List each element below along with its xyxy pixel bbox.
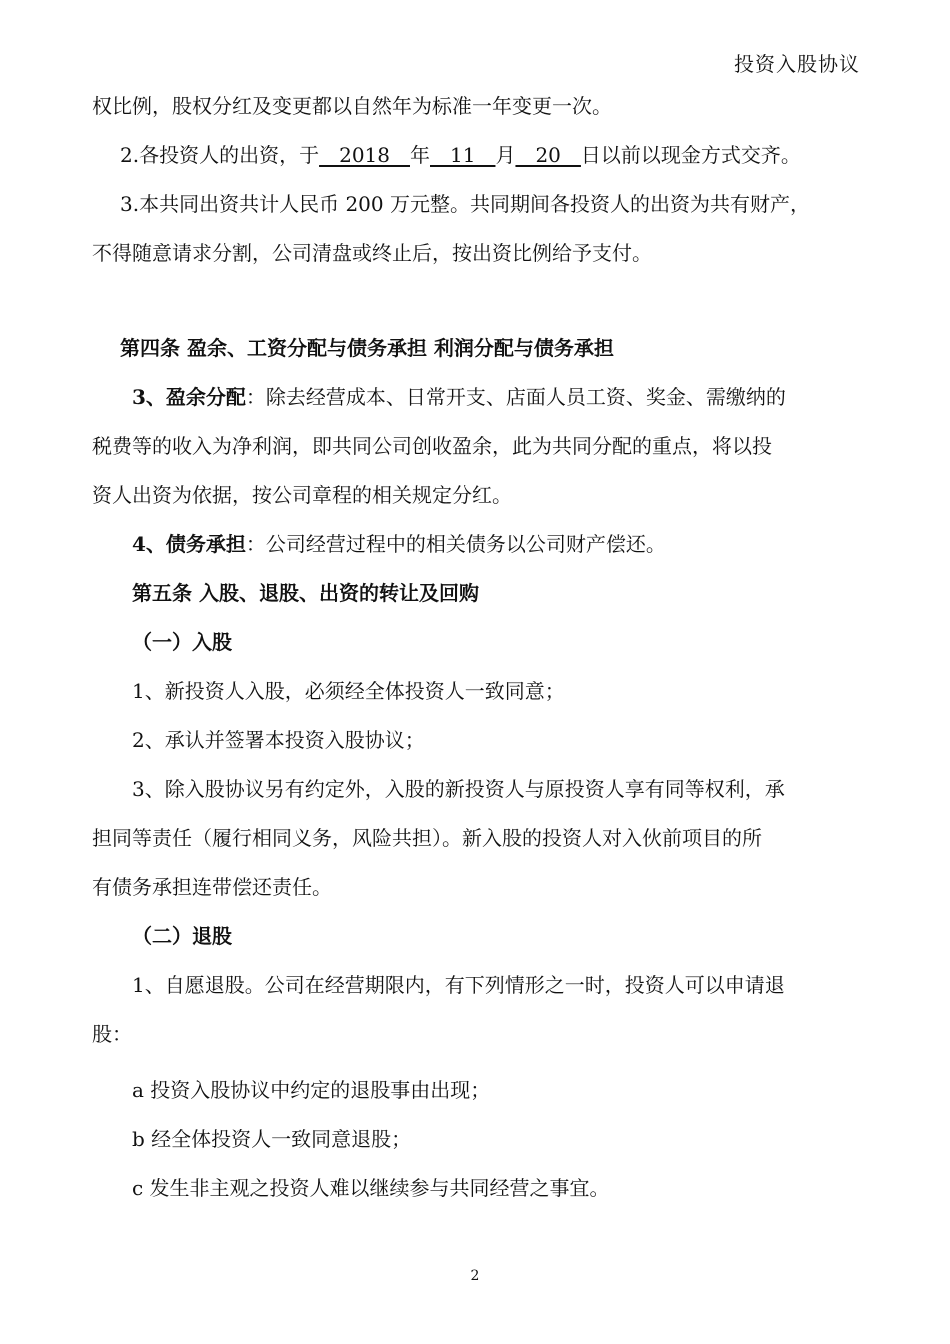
document-body	[92, 82, 862, 1213]
sub-item: b 经全体投资人一致同意退股；	[132, 1127, 412, 1151]
list-item: 1、自愿退股。公司在经营期限内，有下列情形之一时，投资人可以申请退	[132, 973, 785, 997]
surplus-clause	[92, 373, 862, 422]
text-span: 年	[410, 143, 430, 167]
sub-item: a 投资入股协议中约定的退股事由出现；	[132, 1078, 491, 1102]
article-5-heading: 第五条 入股、退股、出资的转让及回购	[132, 581, 479, 605]
list-item: 2、承认并签署本投资入股协议；	[132, 728, 425, 752]
paragraph-line: 担同等责任（履行相同义务，风险共担）。新入股的投资人对入伙前项目的所	[92, 826, 762, 850]
clause-label: 3、盈余分配	[132, 385, 246, 409]
clause-text: ：除去经营成本、日常开支、店面人员工资、奖金、需缴纳的	[245, 385, 786, 409]
payment-deadline-line	[92, 131, 862, 180]
paragraph-line: 有债务承担连带偿还责任。	[92, 875, 332, 899]
list-item: 3、除入股协议另有约定外，入股的新投资人与原投资人享有同等权利，承	[132, 777, 785, 801]
paragraph-line: 不得随意请求分割，公司清盘或终止后，按出资比例给予支付。	[92, 241, 652, 265]
paragraph-line: 3.本共同出资共计人民币 200 万元整。共同期间各投资人的出资为共有财产，	[120, 192, 810, 216]
spacer	[92, 278, 862, 324]
debt-clause	[92, 520, 862, 569]
list-item: 1、新投资人入股，必须经全体投资人一致同意；	[132, 679, 565, 703]
spacer	[92, 1059, 862, 1066]
paragraph-line: 权比例，股权分红及变更都以自然年为标准一年变更一次。	[92, 94, 612, 118]
paragraph-line: 税费等的收入为净利润，即共同公司创收盈余，此为共同分配的重点，将以投	[92, 434, 772, 458]
year-blank: __2018__	[319, 143, 410, 167]
clause-label: 4、债务承担	[132, 532, 246, 556]
section-join-heading: （一）入股	[132, 630, 232, 654]
clause-text: ：公司经营过程中的相关债务以公司财产偿还。	[245, 532, 666, 556]
running-header: 投资入股协议	[734, 52, 860, 76]
sub-item: c 发生非主观之投资人难以继续参与共同经营之事宜。	[132, 1176, 610, 1200]
month-blank: __11__	[430, 143, 496, 167]
day-blank: __20__	[515, 143, 581, 167]
text-span: 日以前以现金方式交齐。	[580, 143, 801, 167]
page-number: 2	[470, 1268, 480, 1284]
paragraph-line: 资人出资为依据，按公司章程的相关规定分红。	[92, 483, 512, 507]
text-span: 2.各投资人的出资，于	[120, 143, 320, 167]
section-withdraw-heading: （二）退股	[132, 924, 232, 948]
article-4-heading: 第四条 盈余、工资分配与债务承担 利润分配与债务承担	[120, 336, 614, 360]
paragraph-line: 股：	[92, 1022, 132, 1046]
text-span: 月	[495, 143, 516, 167]
